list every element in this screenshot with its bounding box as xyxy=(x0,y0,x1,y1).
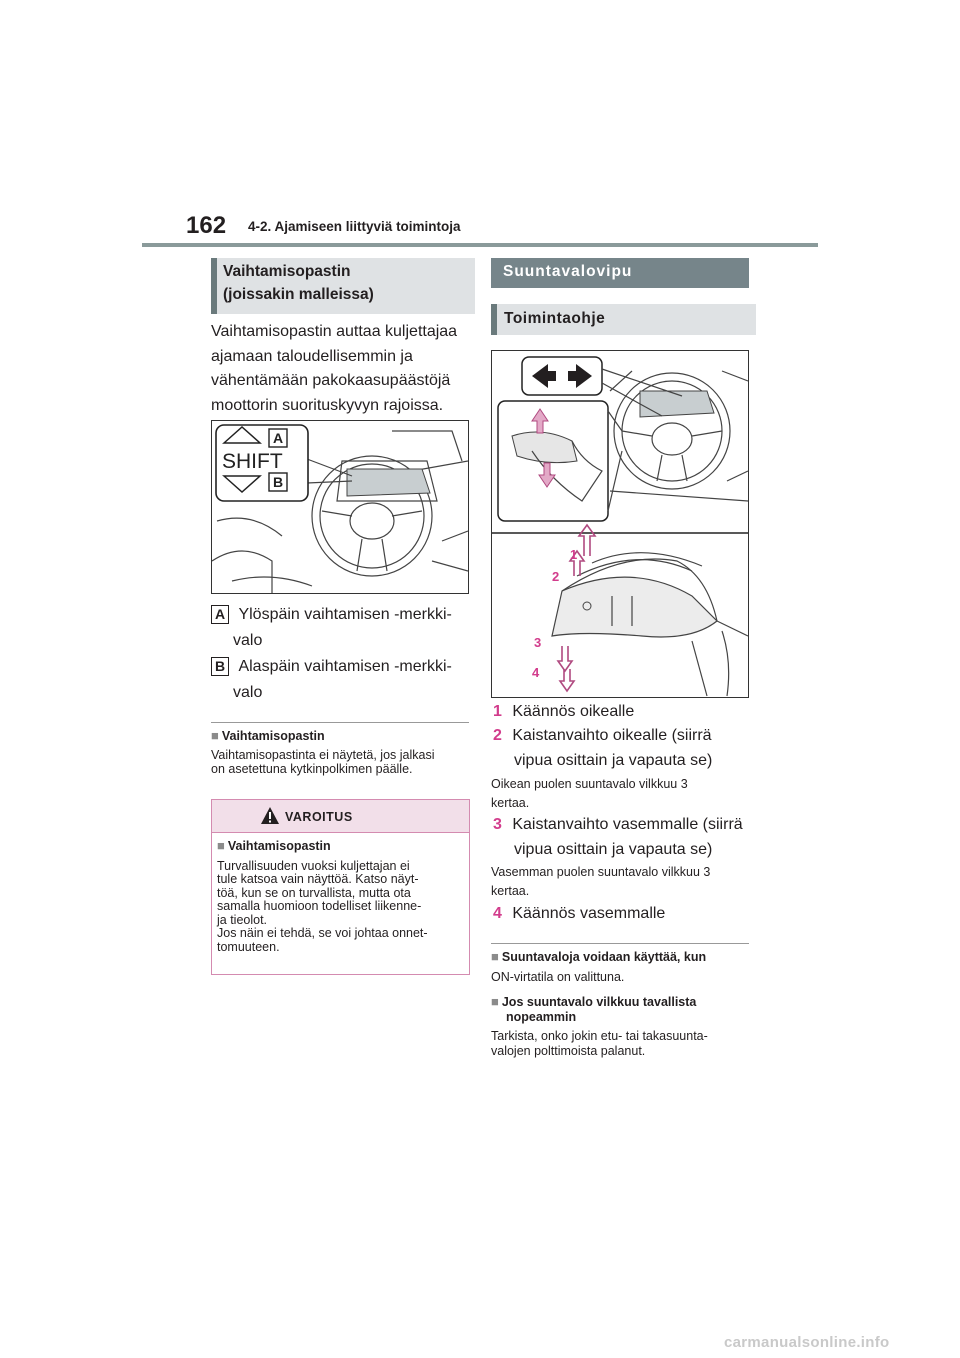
left-divider xyxy=(211,722,469,723)
square-bullet-icon: ■ xyxy=(491,994,499,1009)
step-note-line: kertaa. xyxy=(491,884,530,898)
right-subtitle-box xyxy=(491,304,756,335)
intro-line: moottorin suorituskyvyn rajoissa. xyxy=(211,396,444,414)
legend-a-text-2: valo xyxy=(233,632,263,649)
step-text: Käännös vasemmalle xyxy=(512,905,666,922)
right-title: Suuntavalovipu xyxy=(503,263,633,280)
warning-line: Jos näin ei tehdä, se voi johtaa onnet- xyxy=(217,926,428,940)
left-note xyxy=(211,729,473,777)
turn-signal-illustration xyxy=(492,351,748,697)
legend-b-text-2: valo xyxy=(233,684,263,701)
left-title-box xyxy=(211,258,475,314)
step-number: 2 xyxy=(493,727,502,744)
step-note-line: Vasemman puolen suuntavalo vilkkuu 3 xyxy=(491,865,711,879)
square-bullet-icon: ■ xyxy=(491,949,499,964)
watermark: carmanualsonline.info xyxy=(724,1334,890,1351)
legend-a-text: Ylöspäin vaihtamisen -merkki- xyxy=(238,606,452,623)
note-line: Tarkista, onko jokin etu- tai takasuunta- xyxy=(491,1029,708,1043)
step-number: 1 xyxy=(493,703,502,720)
right-title-box xyxy=(491,258,749,288)
step-number: 4 xyxy=(493,905,502,922)
warning-line: ja tieolot. xyxy=(217,912,268,927)
step-text: Kaistanvaihto oikealle (siirrä xyxy=(512,727,712,744)
step-text-2: vipua osittain ja vapauta se) xyxy=(514,840,713,858)
step-4 xyxy=(493,902,755,927)
legend-b xyxy=(211,654,473,706)
dashboard-illustration xyxy=(212,421,468,593)
step-3-note xyxy=(491,863,753,901)
legend-marker-a: A xyxy=(211,605,229,624)
figure-label-b: B xyxy=(272,474,284,490)
note-line: valojen polttimoista palanut. xyxy=(491,1043,646,1058)
shift-label: SHIFT xyxy=(222,450,283,473)
shift-indicator-figure xyxy=(211,420,469,594)
figure-number-4: 4 xyxy=(532,665,540,680)
left-intro xyxy=(211,320,471,418)
step-text: Käännös oikealle xyxy=(512,703,635,720)
square-bullet-icon: ■ xyxy=(211,728,219,743)
warning-line: tule katsoa vain näyttöä. Katso näyt- xyxy=(217,872,419,886)
right-subtitle: Toimintaohje xyxy=(504,310,606,327)
step-3 xyxy=(493,813,755,862)
right-note-2 xyxy=(491,995,755,1058)
warning-icon xyxy=(260,806,280,825)
step-2-note xyxy=(491,775,753,813)
step-text-2: vipua osittain ja vapauta se) xyxy=(514,751,713,769)
step-text: Kaistanvaihto vasemmalle (siirrä xyxy=(512,816,743,833)
warning-subtitle: Vaihtamisopastin xyxy=(227,839,331,853)
warning-line: tomuuteen. xyxy=(217,939,280,954)
note-title-2: nopeammin xyxy=(506,1009,577,1024)
step-number: 3 xyxy=(493,816,502,833)
note-title: Suuntavaloja voidaan käyttää, kun xyxy=(501,950,707,964)
legend-b-text: Alaspäin vaihtamisen -merkki- xyxy=(238,658,452,675)
step-1 xyxy=(493,700,755,725)
figure-number-3: 3 xyxy=(534,635,542,650)
warning-line: Turvallisuuden vuoksi kuljettajan ei xyxy=(217,858,410,873)
page-number: 162 xyxy=(186,212,227,239)
header-rule xyxy=(142,243,818,247)
warning-line: töä, kun se on turvallista, mutta ota xyxy=(217,885,411,900)
turn-signal-figure xyxy=(491,350,749,698)
step-note-line: kertaa. xyxy=(491,796,530,810)
square-bullet-icon: ■ xyxy=(217,838,225,853)
legend-marker-b: B xyxy=(211,657,229,676)
note-line: on asetettuna kytkinpolkimen päälle. xyxy=(211,762,413,776)
step-note-line: Oikean puolen suuntavalo vilkkuu 3 xyxy=(491,777,688,791)
warning-title: VAROITUS xyxy=(285,810,353,824)
right-divider xyxy=(491,943,749,944)
intro-line: vähentämään pakokaasupäästöjä xyxy=(211,372,451,389)
intro-line: ajamaan taloudellisemmin ja xyxy=(211,347,413,365)
note-line: ON-virtatila on valittuna. xyxy=(491,969,625,984)
note-title: Jos suuntavalo vilkkuu tavallista xyxy=(501,995,697,1009)
figure-number-2: 2 xyxy=(552,569,560,584)
figure-number-1: 1 xyxy=(570,547,578,562)
step-2 xyxy=(493,724,755,773)
section-heading: 4-2. Ajamiseen liittyviä toimintoja xyxy=(248,219,461,234)
legend-a xyxy=(211,602,473,654)
figure-label-a: A xyxy=(272,430,284,446)
warning-header xyxy=(212,800,469,833)
note-title: Vaihtamisopastin xyxy=(221,729,325,743)
warning-box xyxy=(211,799,470,975)
warning-line: samalla huomioon todelliset liikenne- xyxy=(217,899,422,913)
right-note-1 xyxy=(491,950,755,984)
left-title-line1: Vaihtamisopastin xyxy=(223,263,351,280)
note-line: Vaihtamisopastinta ei näytetä, jos jalkasi xyxy=(211,747,435,762)
intro-line: Vaihtamisopastin auttaa kuljettajaa xyxy=(211,323,458,340)
left-title-line2: (joissakin malleissa) xyxy=(223,286,374,303)
